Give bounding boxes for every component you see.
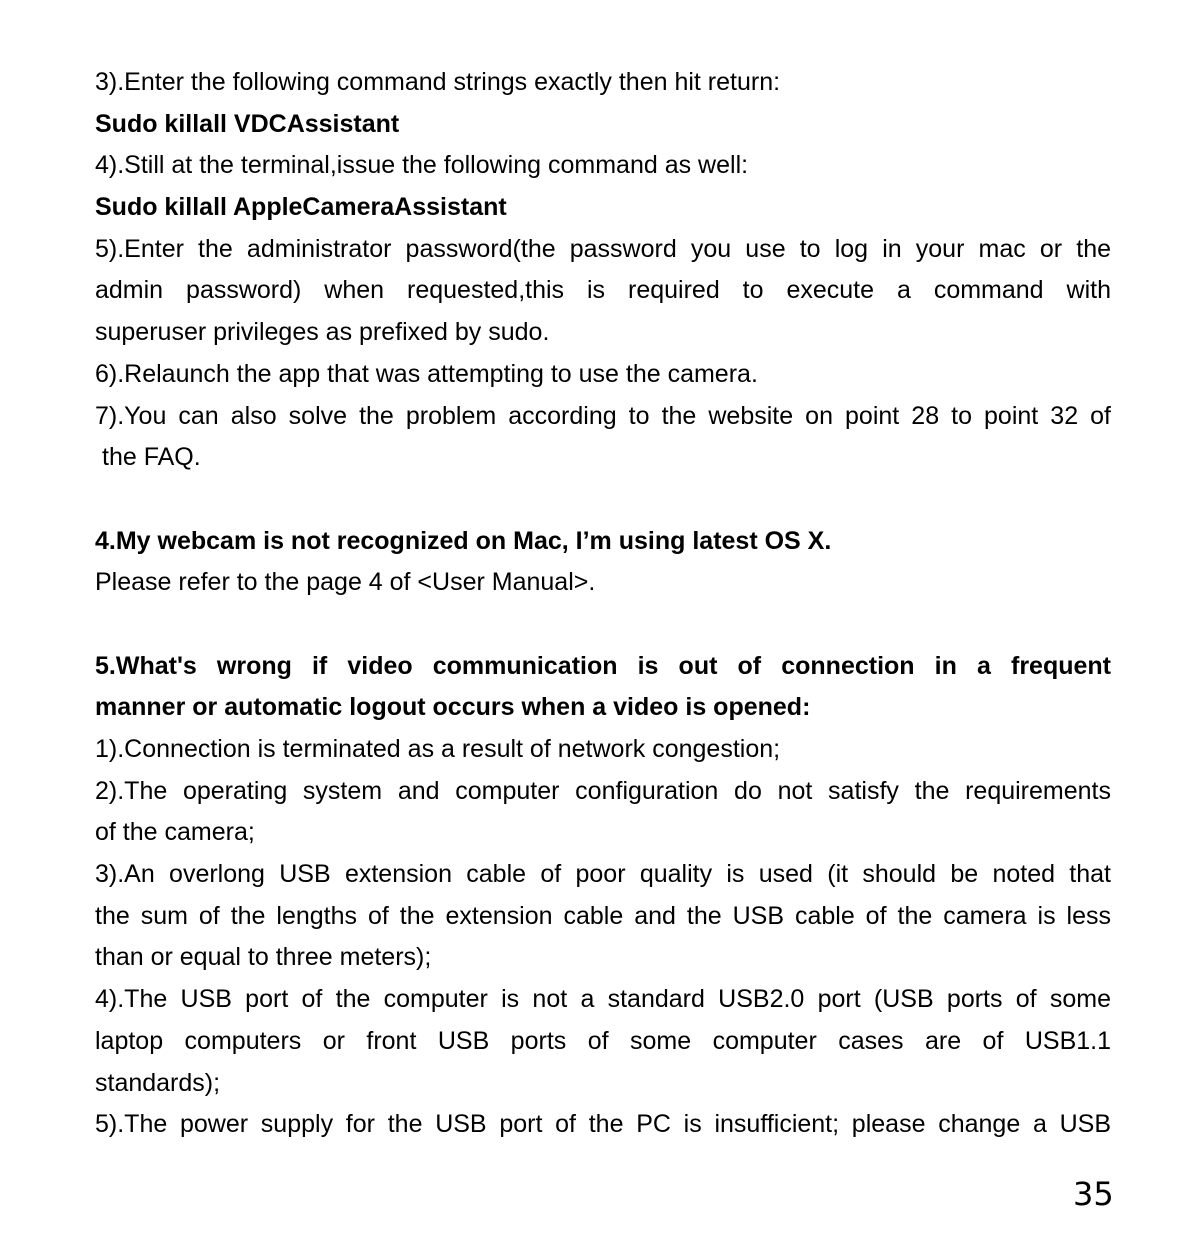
cause-4-line-1: 4).The USB port of the computer is not a standard USB2.0 port (USB ports of some [95,985,1111,1014]
command-kill-vdcassistant: Sudo killall VDCAssistant [95,109,400,138]
step-5-password-line-3: superuser privileges as prefixed by sudo. [95,318,550,347]
step-4-terminal: 4).Still at the terminal,issue the following command as well: [95,151,749,180]
step-5-password-line-2: admin password) when requested,this is required to execute a command with [95,276,1111,305]
step-7-faq-line-1: 7).You can also solve the problem according to the website on point 28 to point 32 of [95,401,1111,430]
faq-4-heading: 4.My webcam is not recognized on Mac, I’m using latest OS X. [95,526,832,555]
cause-4-line-3: standards); [95,1068,221,1097]
paragraph-gap [95,604,1111,646]
cause-1-congestion: 1).Connection is terminated as a result of network congestion; [95,735,781,763]
step-7-faq-line-2: the FAQ. [102,443,201,472]
cause-3-line-2: the sum of the lengths of the extension cable and the USB cable of the camera is less [95,901,1111,930]
manual-page [95,62,1111,1146]
step-5-password-line-1: 5).Enter the administrator password(the password you use to log in your mac or the [95,234,1111,263]
faq-4-answer: Please refer to the page 4 of <User Manual>. [95,568,596,597]
faq-5-heading-line-2: manner or automatic logout occurs when a video is opened: [95,693,811,722]
cause-4-line-2: laptop computers or front USB ports of some computer cases are of USB1.1 [95,1026,1111,1055]
faq-5-heading-line-1: 5.What's wrong if video communication is out of connection in a frequent [95,651,1111,680]
cause-3-line-3: than or equal to three meters); [95,943,432,972]
cause-5-line-1: 5).The power supply for the USB port of the PC is insufficient; please change a USB [95,1110,1111,1139]
cause-3-line-1: 3).An overlong USB extension cable of poor quality is used (it should be noted that [95,860,1111,889]
step-3-enter-commands: 3).Enter the following command strings exactly then hit return: [95,68,781,96]
page-number: 35 [1073,1175,1114,1213]
cause-2-line-2: of the camera; [95,818,255,847]
cause-2-line-1: 2).The operating system and computer configuration do not satisfy the requirements [95,776,1111,805]
step-6-relaunch: 6).Relaunch the app that was attempting to use the camera. [95,359,758,388]
command-kill-applecameraassistant: Sudo killall AppleCameraAssistant [95,193,507,222]
paragraph-gap [95,479,1111,521]
